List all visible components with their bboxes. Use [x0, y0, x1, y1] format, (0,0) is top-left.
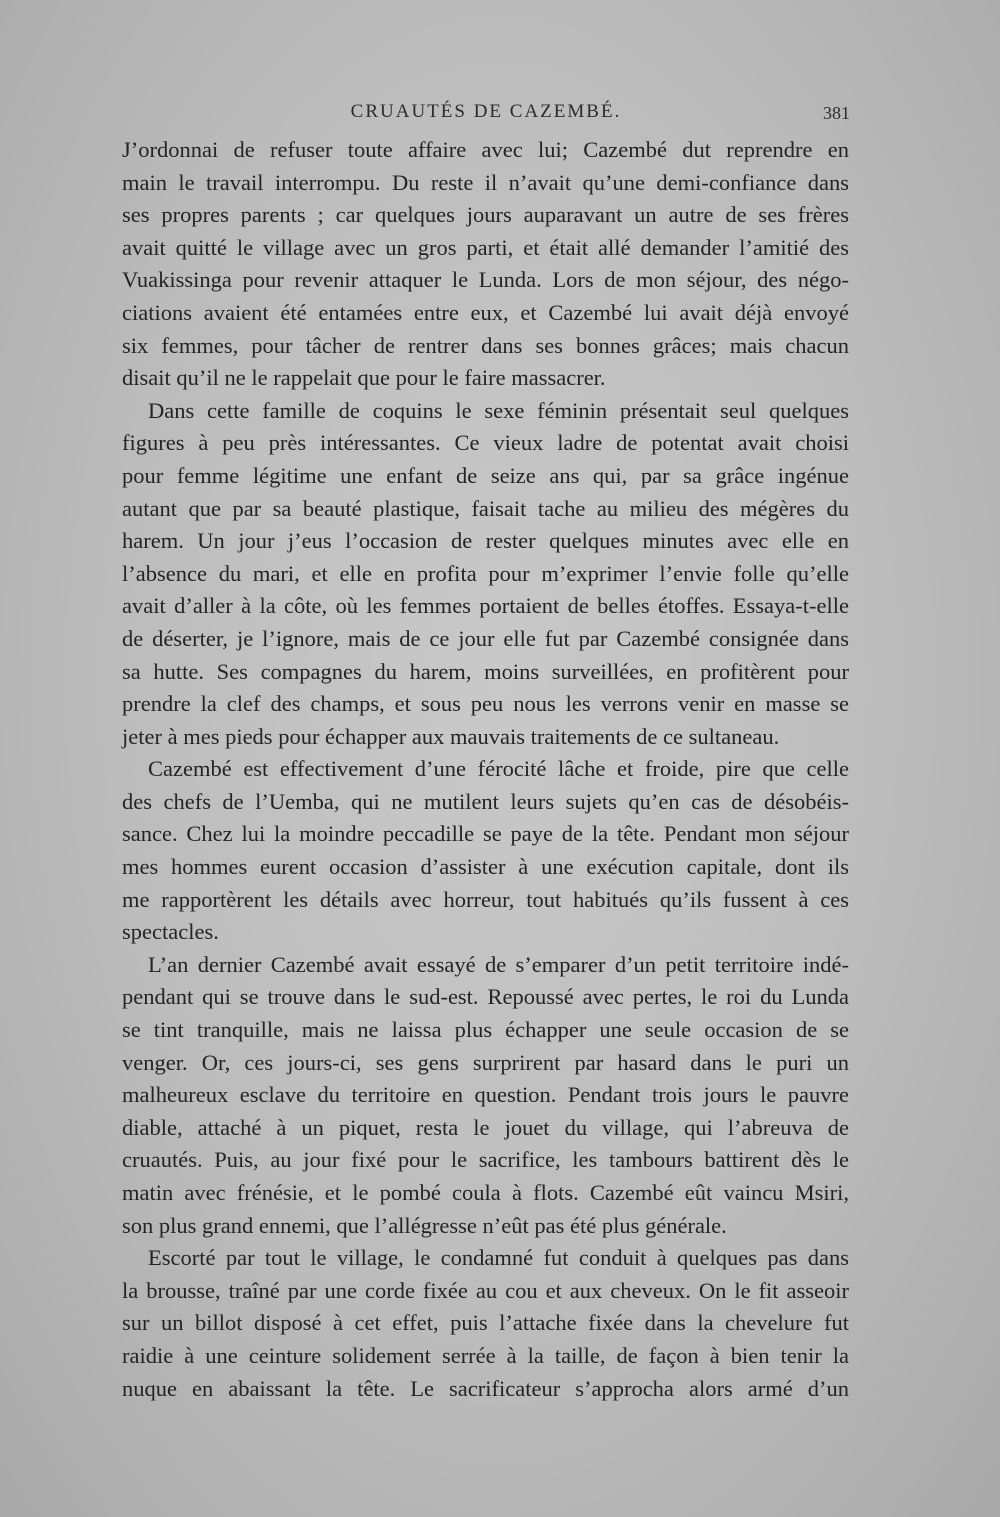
text-line: venger. Or, ces jours-ci, ses gens surprirent par hasard dans le puri un	[122, 1049, 849, 1075]
text-line: des chefs de l’Uemba, qui ne mutilent leurs sujets qu’en cas de désobéis-	[122, 788, 849, 814]
page-header	[122, 101, 850, 129]
text-line: sur un billot disposé à cet effet, puis l’attache fixée dans la chevelure fut	[122, 1310, 849, 1336]
text-line: sance. Chez lui la moindre peccadille se paye de la tête. Pendant mon séjour	[122, 821, 849, 847]
text-line: spectacles.	[122, 919, 219, 945]
text-line: Vuakissinga pour revenir attaquer le Lunda. Lors de mon séjour, des négo-	[122, 267, 849, 293]
text-line: Escorté par tout le village, le condamné fut conduit à quelques pas dans	[148, 1245, 849, 1271]
text-line: mes hommes eurent occasion d’assister à une exécution capitale, dont ils	[122, 854, 849, 880]
page-number: 381	[823, 103, 850, 123]
text-line: jeter à mes pieds pour échapper aux mauvais traitements de ce sultaneau.	[122, 723, 780, 749]
text-line: son plus grand ennemi, que l’allégresse n’eût pas été plus générale.	[122, 1212, 727, 1238]
text-line: l’absence du mari, et elle en profita pour m’exprimer l’envie folle qu’elle	[122, 560, 849, 586]
text-line: harem. Un jour j’eus l’occasion de rester quelques minutes avec elle en	[122, 528, 849, 554]
text-line: nuque en abaissant la tête. Le sacrificateur s’approcha alors armé d’un	[122, 1375, 849, 1401]
text-line: avait d’aller à la côte, où les femmes portaient de belles étoffes. Essaya-t-elle	[122, 593, 849, 619]
text-line: pour femme légitime une enfant de seize ans qui, par sa grâce ingénue	[122, 462, 849, 488]
text-line: L’an dernier Cazembé avait essayé de s’emparer d’un petit territoire indé-	[148, 951, 849, 977]
text-line: pendant qui se trouve dans le sud-est. Repoussé avec pertes, le roi du Lunda	[122, 984, 849, 1010]
text-line: J’ordonnai de refuser toute affaire avec lui; Cazembé dut reprendre en	[122, 137, 849, 162]
text-line: Dans cette famille de coquins le sexe féminin présentait seul quelques	[148, 397, 849, 423]
text-line: de déserter, je l’ignore, mais de ce jour elle fut par Cazembé consignée dans	[122, 625, 849, 651]
text-line: malheureux esclave du territoire en question. Pendant trois jours le pauvre	[122, 1082, 849, 1108]
text-line: six femmes, pour tâcher de rentrer dans ses bonnes grâces; mais chacun	[122, 332, 849, 358]
running-title: CRUAUTÉS DE CAZEMBÉ.	[350, 101, 622, 122]
text-line: raidie à une ceinture solidement serrée à la taille, de façon à bien tenir la	[122, 1342, 849, 1368]
text-line: me rapportèrent les détails avec horreur, tout habitués qu’ils fussent à ces	[122, 886, 849, 912]
text-line: main le travail interrompu. Du reste il n’avait qu’une demi-confiance dans	[122, 169, 849, 195]
text-line: Cazembé est effectivement d’une férocité lâche et froide, pire que celle	[148, 756, 849, 782]
text-line: matin avec frénésie, et le pombé coula à flots. Cazembé eût vaincu Msiri,	[122, 1180, 849, 1205]
text-line: autant que par sa beauté plastique, faisait tache au milieu des mégères du	[122, 495, 849, 521]
text-line: avait quitté le village avec un gros parti, et était allé demander l’amitié des	[122, 234, 849, 260]
text-line: sa hutte. Ses compagnes du harem, moins surveillées, en profitèrent pour	[122, 658, 849, 684]
text-line: ciations avaient été entamées entre eux, et Cazembé lui avait déjà envoyé	[122, 299, 849, 325]
text-line: prendre la clef des champs, et sous peu nous les verrons venir en masse se	[122, 691, 849, 717]
text-line: diable, attaché à un piquet, resta le jouet du village, qui l’abreuva de	[122, 1114, 849, 1140]
body-text	[122, 134, 849, 1405]
text-line: disait qu’il ne le rappelait que pour le faire massacrer.	[122, 365, 606, 391]
text-line: la brousse, traîné par une corde fixée au cou et aux cheveux. On le fit asseoir	[122, 1277, 849, 1303]
text-line: se tint tranquille, mais ne laissa plus échapper une seule occasion de se	[122, 1017, 849, 1043]
text-line: figures à peu près intéressantes. Ce vieux ladre de potentat avait choisi	[122, 430, 849, 456]
text-line: cruautés. Puis, au jour fixé pour le sacrifice, les tambours battirent dès le	[122, 1147, 849, 1173]
text-line: ses propres parents ; car quelques jours auparavant un autre de ses frères	[122, 202, 849, 228]
